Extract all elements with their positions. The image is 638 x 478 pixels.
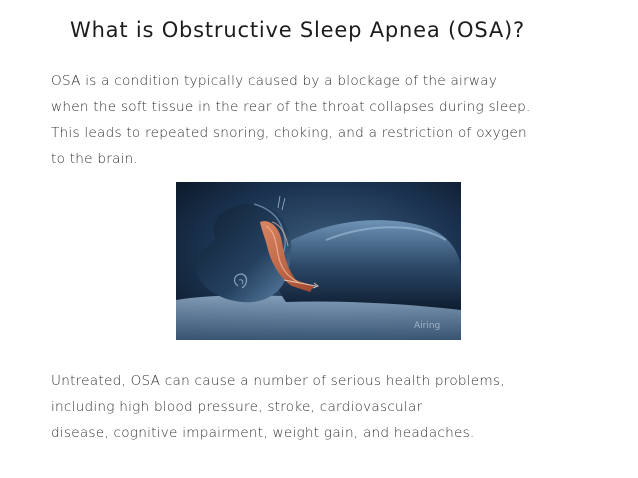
sleeping-person-image [176,182,461,340]
intro-line: when the soft tissue in the rear of the throat collapses during sleep. [51,99,531,115]
outro-paragraph [51,368,611,446]
outro-line: disease, cognitive impairment, weight gain, and headaches. [51,425,475,441]
intro-paragraph [51,68,611,172]
slide-title: What is Obstructive Sleep Apnea (OSA)? [70,18,525,42]
outro-line: including high blood pressure, stroke, cardiovascular [51,399,423,415]
outro-line: Untreated, OSA can cause a number of serious health problems, [51,373,505,389]
intro-line: to the brain. [51,151,139,167]
intro-line: This leads to repeated snoring, choking, and a restriction of oxygen [51,125,527,141]
intro-line: OSA is a condition typically caused by a blockage of the airway [51,73,498,89]
sleep-apnea-illustration [176,182,461,340]
image-watermark: Airing [414,321,441,331]
